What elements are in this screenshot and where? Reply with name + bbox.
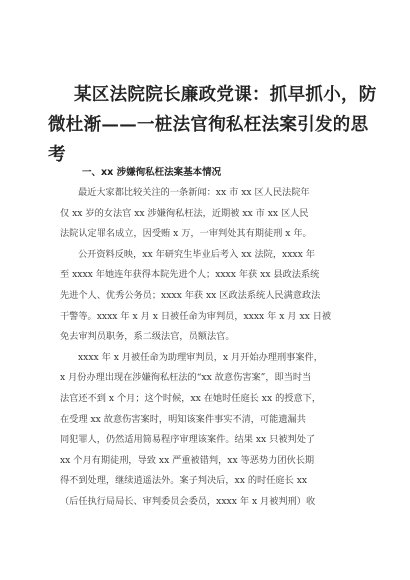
paragraph-line: 法官还不到 x 个月；这个时候，xx 在她时任庭长 xx 的授意下， [60, 392, 322, 404]
paragraph-line: 干警等。xxxx 年 x 月 x 日被任命为审判员，xxxx 年 x 月 xx 日被 [60, 310, 332, 322]
paragraph-line: 法院认定罪名成立，因受贿 x 万，一审判处其有期徒刑 x 年。 [60, 228, 312, 240]
paragraph-line: 得不到处理，继续逍遥法外。案子判决后，xx 的时任庭长 xx [60, 475, 308, 487]
paragraph-line: （后任执行局局长、审判委员会委员，xxxx 年 x 月被判刑）收 [60, 495, 316, 507]
paragraph-line: 最近大家都比较关注的一条新闻：xx 市 xx 区人民法院年 [78, 187, 310, 198]
paragraph-line: 公开资料反映，xx 年研究生毕业后考入 xx 法院，xxxx 年 [78, 248, 315, 260]
section-heading: 一、xx 涉嫌徇私枉法案基本情况 [82, 167, 222, 178]
paragraph-line: 仅 xx 岁的女法官 xx 涉嫌徇私枉法，近期被 xx 市 xx 区人民 [60, 207, 309, 219]
paragraph-line: 免去审判员职务，系二级法官，员额法官。 [60, 331, 235, 343]
paragraph-news [60, 183, 360, 245]
paragraph-line: xxxx 年 x 月被任命为助理审判员，x 月开始办理刑事案件， [78, 351, 323, 363]
document-title: 某区法院院长廉政党课：抓早抓小，防微杜渐——一桩法官徇私枉法案引发的思考 [48, 85, 377, 165]
paragraph-line: 同犯罪人，仍然适用简易程序审理该案件。结果 xx 只被判处了 [60, 434, 316, 446]
paragraph-line: 先进个人、优秀公务员；xxxx 年获 xx 区政法系统人民满意政法 [60, 289, 321, 301]
paragraph-line: 在受理 xx 故意伤害案时，明知该案件事实不清，可能遗漏共 [60, 413, 306, 425]
paragraph-line: 至 xxxx 年她连年获得本院先进个人；xxxx 年获 xx 县政法系统 [60, 269, 320, 281]
paragraph-case [60, 348, 360, 513]
paragraph-line: x 月份办理出现在涉嫌徇私枉法的“xx 故意伤害案”，即当时当 [60, 372, 312, 384]
document-body [60, 183, 360, 513]
paragraph-line: xx 个月有期徒刑，导致 xx 严重被错判，xx 等恶势力团伙长期 [60, 454, 315, 466]
paragraph-background [60, 245, 360, 348]
